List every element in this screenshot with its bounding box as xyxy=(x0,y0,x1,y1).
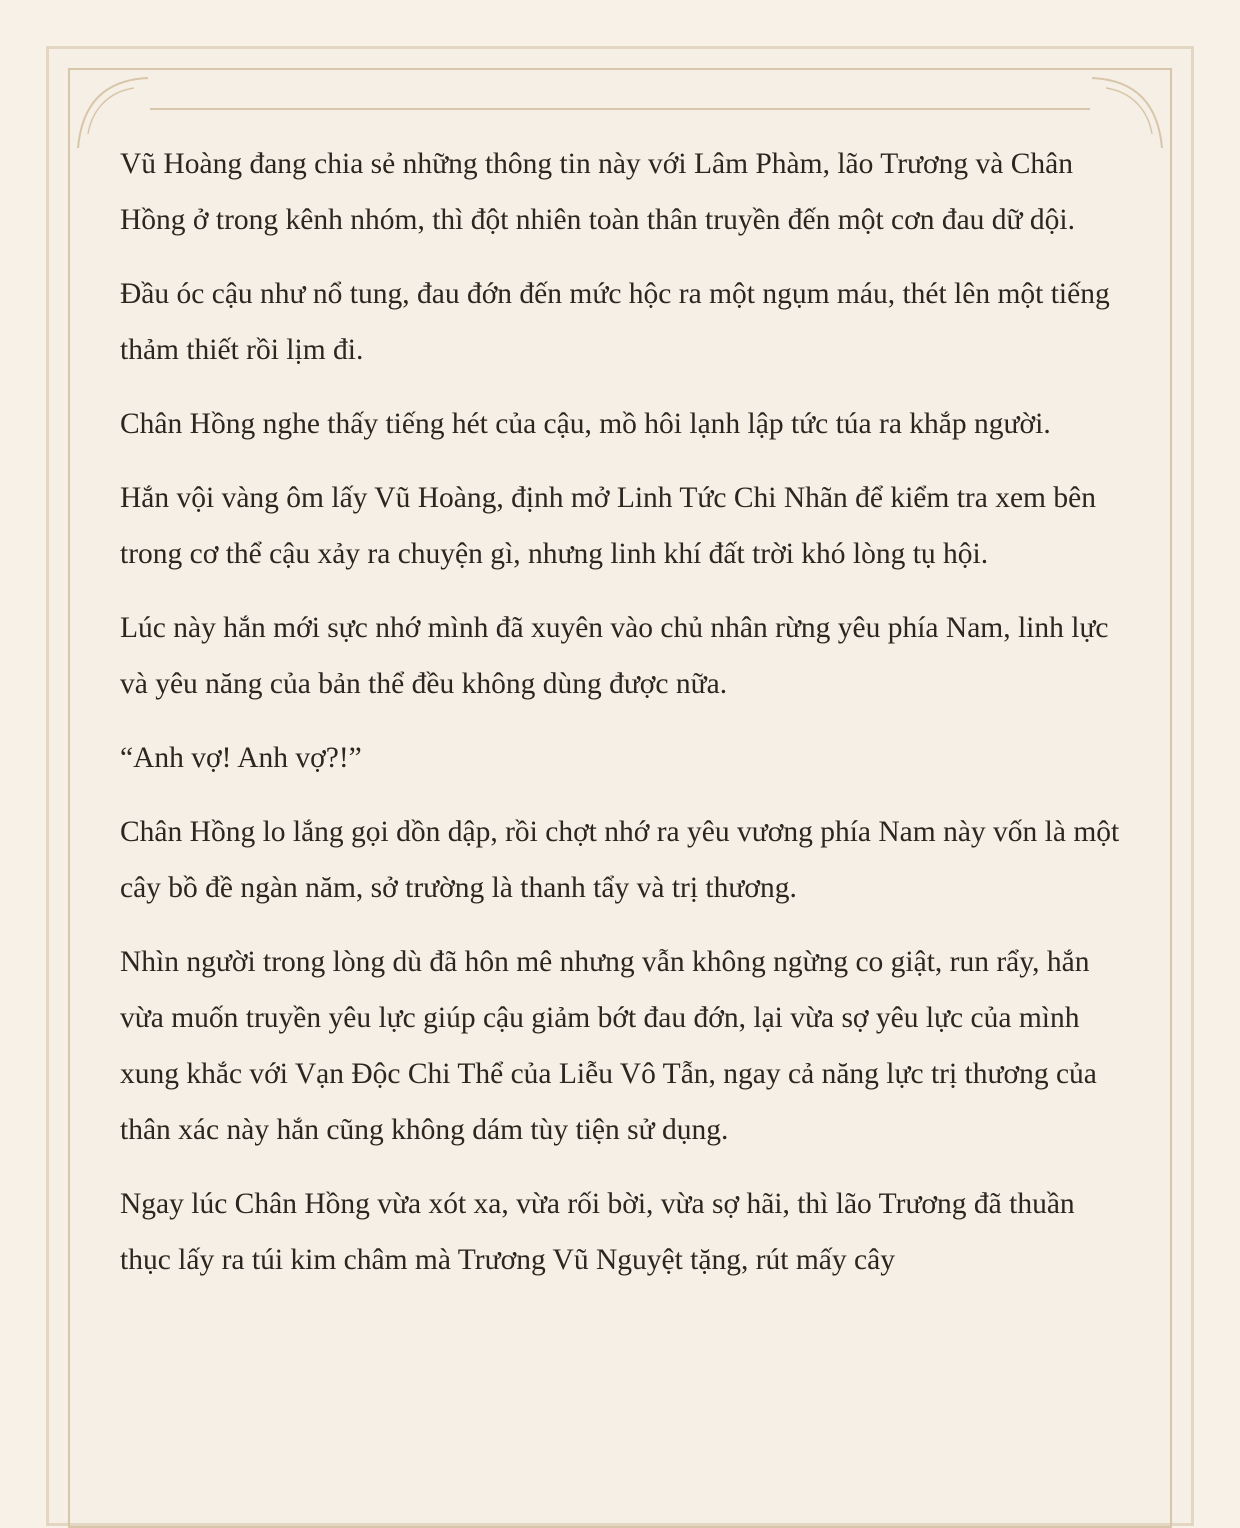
paragraph: Lúc này hắn mới sực nhớ mình đã xuyên vào chủ nhân rừng yêu phía Nam, linh lực và yêu năng của bản thể đều không dùng được nữa. xyxy=(120,612,1109,700)
paragraph: Vũ Hoàng đang chia sẻ những thông tin này với Lâm Phàm, lão Trương và Chân Hồng ở trong kênh nhóm, thì đột nhiên toàn thân truyền đến một cơn đau dữ dội. xyxy=(120,148,1075,236)
paragraph: Ngay lúc Chân Hồng vừa xót xa, vừa rối bời, vừa sợ hãi, thì lão Trương đã thuần thục lấy ra túi kim châm mà Trương Vũ Nguyệt tặng, rút mấy cây xyxy=(120,1188,1075,1276)
paragraph: Đầu óc cậu như nổ tung, đau đớn đến mức hộc ra một ngụm máu, thét lên một tiếng thảm thiết rồi lịm đi. xyxy=(120,278,1110,366)
paragraph: Chân Hồng lo lắng gọi dồn dập, rồi chợt nhớ ra yêu vương phía Nam này vốn là một cây bồ đề ngàn năm, sở trường là thanh tẩy và trị thương. xyxy=(120,816,1120,904)
paragraph: Nhìn người trong lòng dù đã hôn mê nhưng vẫn không ngừng co giật, run rẩy, hắn vừa muốn truyền yêu lực giúp cậu giảm bớt đau đớn, lại vừa sợ yêu lực của mình xung khắc với Vạn Độc Chi Thể của Liễu Vô Tẫn, ngay cả năng lực trị thương của thân xác này hắn cũng không dám tùy tiện sử dụng. xyxy=(120,946,1097,1146)
paragraph: Chân Hồng nghe thấy tiếng hét của cậu, mồ hôi lạnh lập tức túa ra khắp người. xyxy=(120,408,1051,440)
chapter-text xyxy=(120,136,1125,1306)
paragraph: Hắn vội vàng ôm lấy Vũ Hoàng, định mở Linh Tức Chi Nhãn để kiểm tra xem bên trong cơ thể cậu xảy ra chuyện gì, nhưng linh khí đất trời khó lòng tụ hội. xyxy=(120,482,1096,570)
paragraph: “Anh vợ! Anh vợ?!” xyxy=(120,742,362,774)
